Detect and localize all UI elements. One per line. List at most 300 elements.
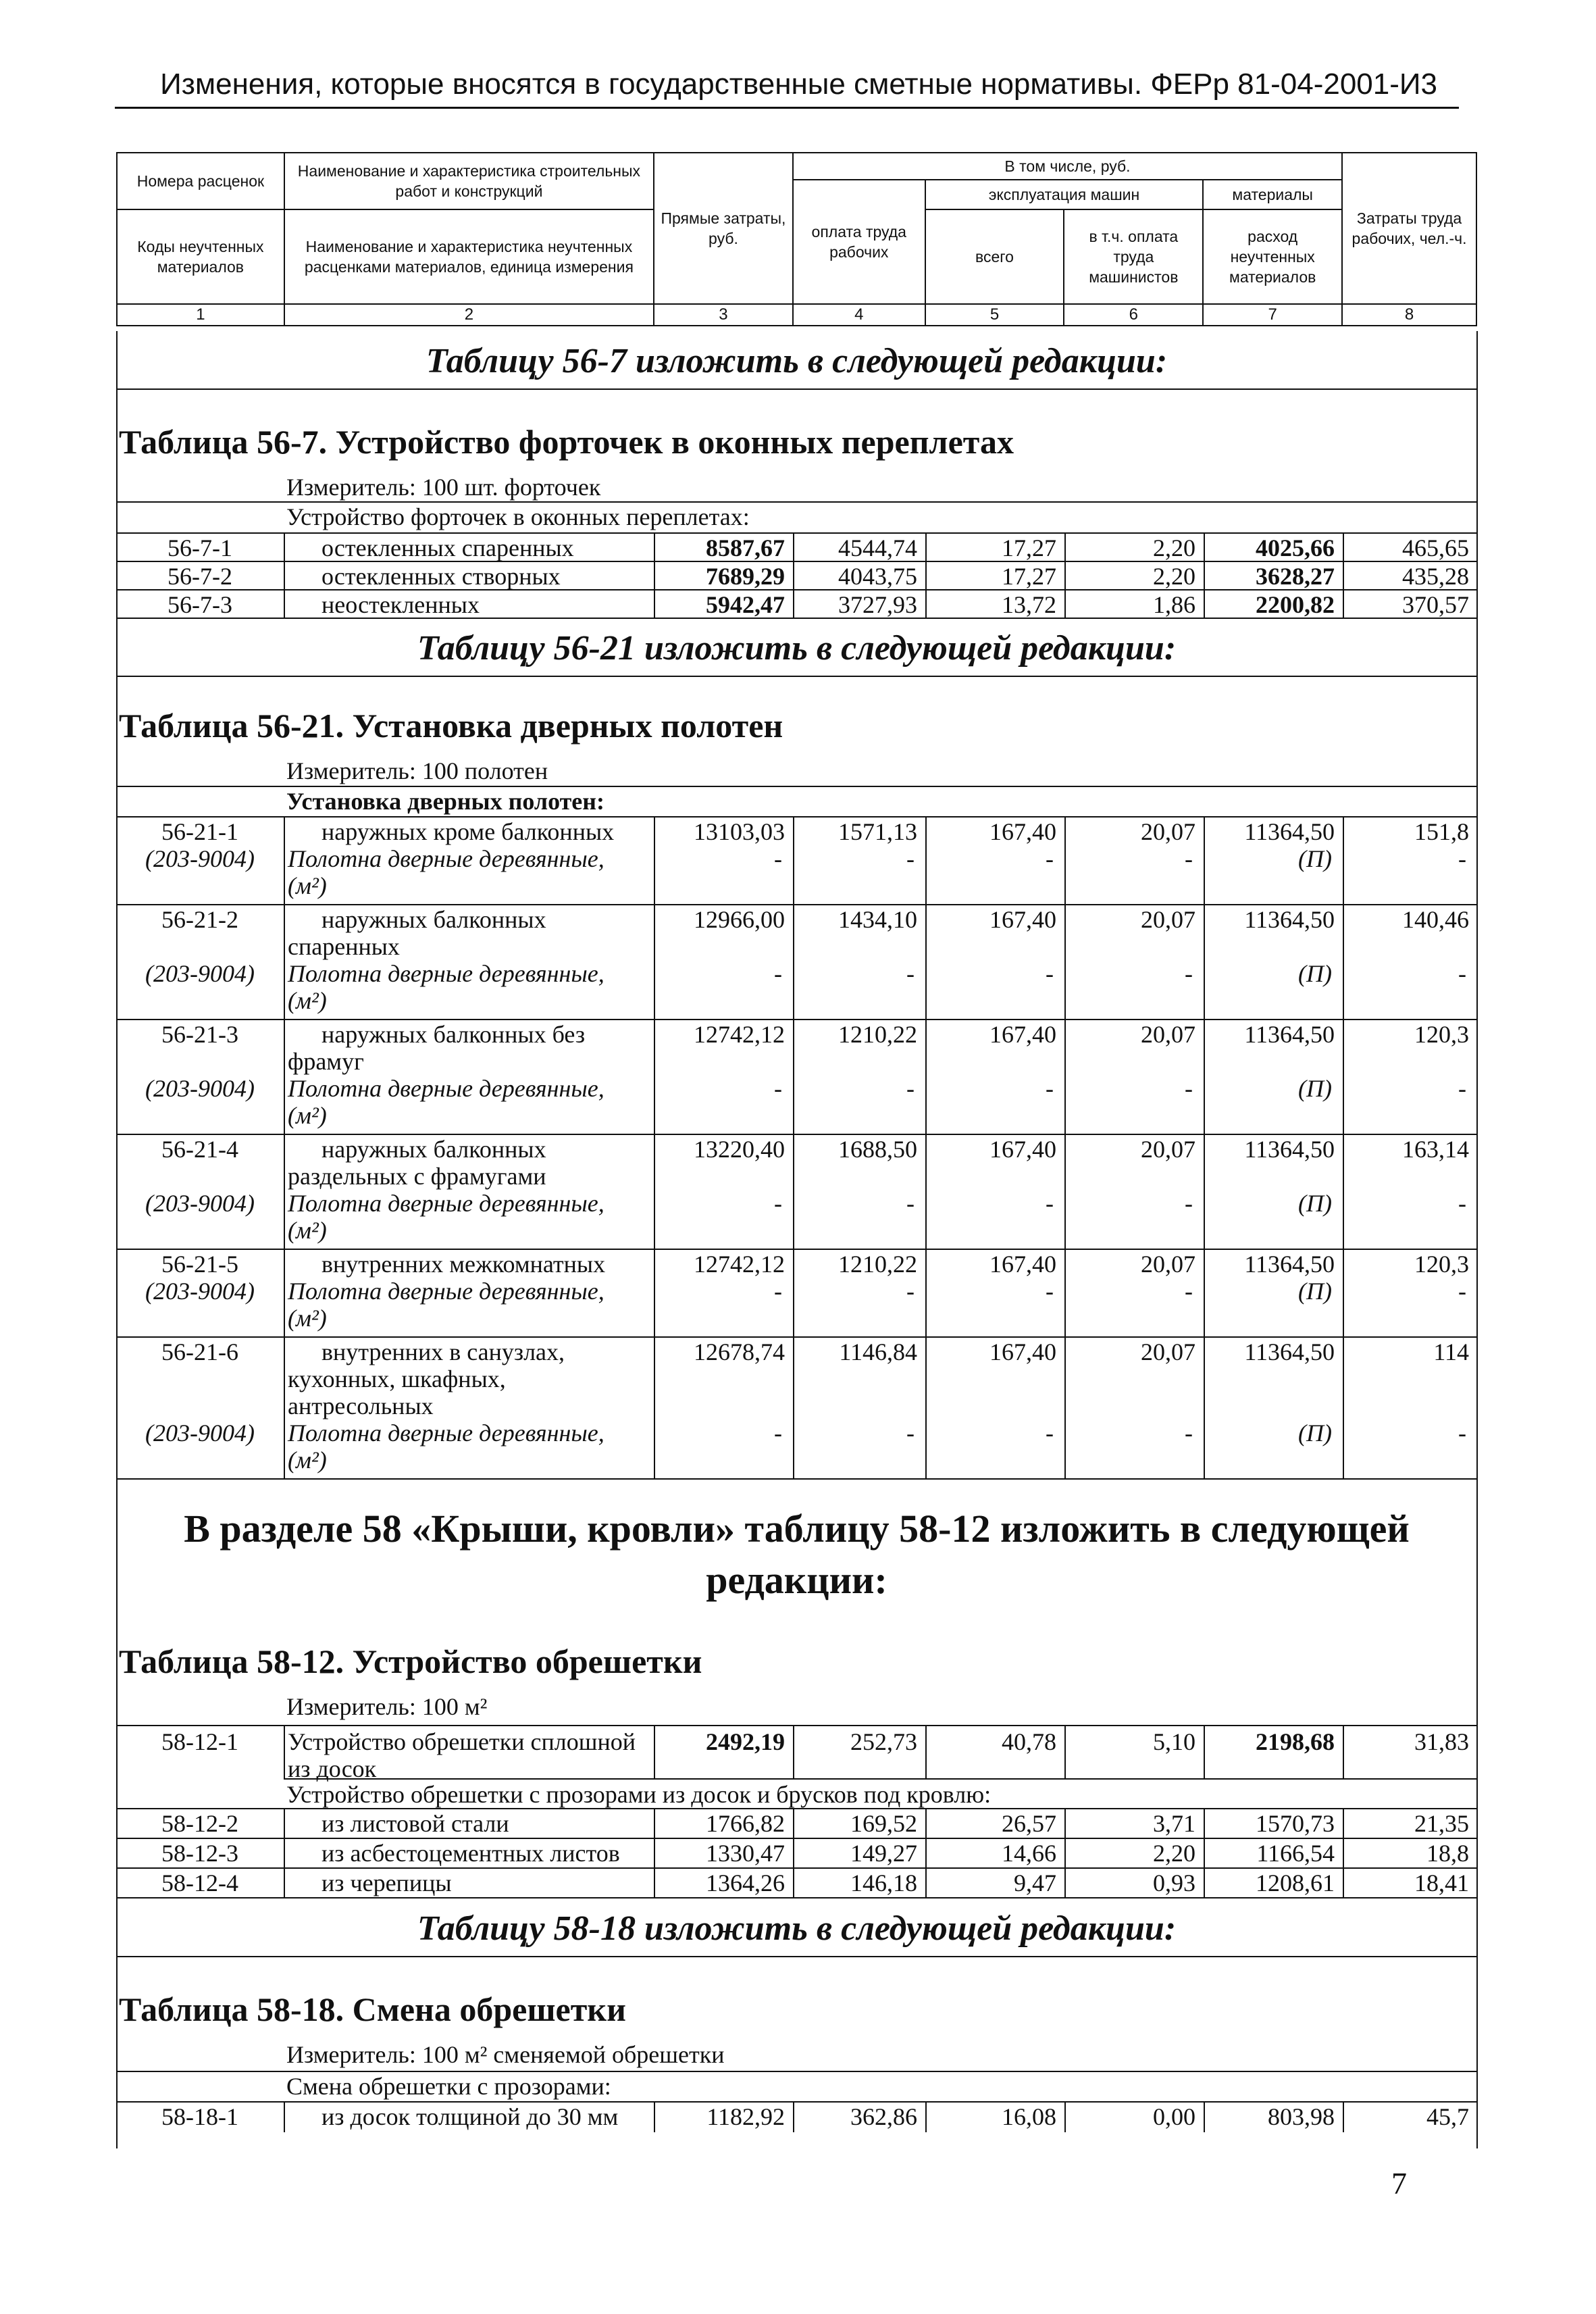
cell-c4: 146,18 (850, 1869, 917, 1896)
column-rule (1343, 1867, 1344, 1897)
cell-c3: 12742,12 (694, 1251, 785, 1278)
column-rule (1064, 561, 1066, 589)
cell-name: Полотна дверные деревянные, (288, 1278, 604, 1305)
cell-c8: 370,57 (1402, 591, 1469, 618)
cell-c8: 31,83 (1414, 1728, 1469, 1755)
cell-code: (203-9004) (145, 1419, 255, 1447)
cell-c7: 11364,50 (1244, 906, 1335, 933)
cell-c3: 7689,29 (706, 563, 785, 590)
column-rule (793, 816, 794, 904)
divider (116, 676, 1477, 677)
cell-code: (203-9004) (145, 960, 255, 987)
cell-dash: - (906, 1278, 915, 1305)
cell-name: из листовой стали (321, 1810, 509, 1837)
column-rule (1204, 1808, 1205, 1838)
cell-dash: - (774, 960, 782, 987)
title-56-21: Таблица 56-21. Установка дверных полотен (119, 707, 783, 745)
cell-c6: 2,20 (1153, 534, 1195, 561)
column-rule (284, 2101, 285, 2132)
column-rule (1064, 1726, 1066, 1778)
group-56-7: Устройство форточек в оконных переплетах: (286, 503, 750, 530)
header-num-5: 5 (925, 304, 1064, 326)
column-rule (1343, 1019, 1344, 1134)
cell-code: 56-7-2 (168, 563, 232, 590)
group-56-21: Установка дверных полотен: (286, 788, 605, 815)
cell-c8: 163,14 (1402, 1136, 1469, 1163)
cell-name: неостекленных (321, 591, 480, 618)
cell-c4: 252,73 (850, 1728, 917, 1755)
cell-c5: 167,40 (989, 906, 1056, 933)
column-rule (925, 1249, 927, 1336)
column-rule (1064, 816, 1066, 904)
column-rule (925, 1134, 927, 1249)
cell-name: наружных балконных без (321, 1021, 586, 1048)
cell-dash: - (906, 1190, 915, 1217)
cell-name: внутренних межкомнатных (321, 1251, 606, 1278)
column-rule (1204, 1336, 1205, 1478)
cell-dash: - (1458, 1278, 1466, 1305)
cell-c3: 1364,26 (706, 1869, 785, 1896)
cell-code: (203-9004) (145, 1190, 255, 1217)
cell-c4: 1146,84 (839, 1338, 917, 1365)
cell-name: (м²) (288, 987, 327, 1014)
cell-c7: 4025,66 (1256, 534, 1335, 561)
cell-dash: - (906, 845, 915, 872)
cell-c5: 9,47 (1014, 1869, 1056, 1896)
column-rule (1204, 589, 1205, 618)
cell-code: 58-18-1 (161, 2103, 238, 2130)
cell-dash: - (1185, 960, 1193, 987)
measure-58-18: Измеритель: 100 м² сменяемой обрешетки (286, 2041, 725, 2068)
column-rule (793, 1336, 794, 1478)
cell-name: Устройство обрешетки сплошной (288, 1728, 636, 1755)
title-58-18: Таблица 58-18. Смена обрешетки (119, 1990, 626, 2028)
header-col1-bottom: Коды неучтенных материалов (117, 209, 284, 304)
row-rule (116, 1897, 1477, 1898)
column-rule (1204, 1867, 1205, 1897)
cell-name: Полотна дверные деревянные, (288, 845, 604, 872)
column-rule (793, 1019, 794, 1134)
measure-56-7: Измеритель: 100 шт. форточек (286, 474, 601, 501)
cell-c3: 13103,03 (694, 818, 785, 845)
divider (116, 388, 1477, 390)
column-rule (925, 589, 927, 618)
cell-code: 56-21-2 (161, 906, 238, 933)
cell-dash: - (1185, 1190, 1193, 1217)
running-header-text: Изменения, которые вносятся в государственные сметные нормативы. ФЕРр 81-04-2001-И3 (160, 68, 1437, 101)
cell-dash: - (1046, 1190, 1054, 1217)
cell-c7: 11364,50 (1244, 1021, 1335, 1048)
column-rule (1064, 1336, 1066, 1478)
group-58-18: Смена обрешетки с прозорами: (286, 2073, 611, 2100)
cell-c7: 1208,61 (1256, 1869, 1335, 1896)
cell-code: 56-21-6 (161, 1338, 238, 1365)
column-rule (654, 561, 655, 589)
column-rule (925, 532, 927, 561)
cell-c8: 151,8 (1414, 818, 1469, 845)
cell-dash: - (1185, 1278, 1193, 1305)
cell-c6: 2,20 (1153, 1840, 1195, 1867)
cell-c5: 40,78 (1002, 1728, 1056, 1755)
cell-dash: - (906, 1419, 915, 1447)
column-rule (925, 1867, 927, 1897)
cell-c8: 45,7 (1426, 2103, 1469, 2130)
cell-unit-mark: (П) (1298, 1278, 1332, 1305)
row-rule (116, 618, 1477, 619)
cell-name: кухонных, шкафных, (288, 1365, 506, 1392)
cell-c6: 3,71 (1153, 1810, 1195, 1837)
header-col4: оплата труда рабочих (793, 180, 925, 304)
column-rule (925, 1838, 927, 1867)
header-num-1: 1 (117, 304, 284, 326)
cell-dash: - (1458, 1190, 1466, 1217)
cell-name: спаренных (288, 933, 400, 960)
column-rule (925, 2101, 927, 2132)
cell-dash: - (1185, 1419, 1193, 1447)
column-rule (1343, 816, 1344, 904)
cell-c7: 1570,73 (1256, 1810, 1335, 1837)
column-rule (1343, 532, 1344, 561)
column-rule (654, 532, 655, 561)
column-rule (1204, 904, 1205, 1019)
cell-name: (м²) (288, 1447, 327, 1474)
cell-unit-mark: (П) (1298, 960, 1332, 987)
column-rule (654, 1808, 655, 1838)
cell-c3: 1330,47 (706, 1840, 785, 1867)
cell-c3: 12742,12 (694, 1021, 785, 1048)
note-section-58-line1: В разделе 58 «Крыши, кровли» таблицу 58-12 изложить в следующей (184, 1507, 1410, 1551)
cell-dash: - (1046, 1075, 1054, 1102)
cell-code: 56-7-3 (168, 591, 232, 618)
column-rule (1204, 1134, 1205, 1249)
cell-dash: - (906, 960, 915, 987)
header-rule (115, 107, 1459, 109)
cell-dash: - (1185, 845, 1193, 872)
cell-c5: 26,57 (1002, 1810, 1056, 1837)
cell-code: 56-21-1 (161, 818, 238, 845)
column-rule (1064, 1249, 1066, 1336)
cell-c3: 1182,92 (706, 2103, 785, 2130)
cell-c5: 13,72 (1002, 591, 1056, 618)
column-rule (654, 904, 655, 1019)
column-rule (284, 1867, 285, 1897)
column-rule (1204, 816, 1205, 904)
column-rule (793, 2101, 794, 2132)
cell-code: 58-12-4 (161, 1869, 238, 1896)
header-group: В том числе, руб. (793, 153, 1342, 180)
cell-dash: - (774, 1075, 782, 1102)
cell-name: из черепицы (321, 1869, 452, 1896)
cell-dash: - (774, 845, 782, 872)
cell-name: Полотна дверные деревянные, (288, 960, 604, 987)
cell-c6: 1,86 (1153, 591, 1195, 618)
cell-c5: 17,27 (1002, 563, 1056, 590)
cell-name: наружных кроме балконных (321, 818, 615, 845)
cell-c3: 12678,74 (694, 1338, 785, 1365)
column-rule (654, 1867, 655, 1897)
header-col7: расход неучтенных материалов (1203, 209, 1342, 304)
header-num-2: 2 (284, 304, 654, 326)
cell-c4: 149,27 (850, 1840, 917, 1867)
page-number: 7 (1391, 2166, 1407, 2200)
column-rule (284, 1838, 285, 1867)
column-rule (1343, 1249, 1344, 1336)
column-rule (654, 589, 655, 618)
cell-c7: 1166,54 (1256, 1840, 1335, 1867)
cell-code: 58-12-2 (161, 1810, 238, 1837)
cell-c4: 3727,93 (838, 591, 917, 618)
column-rule (1064, 1838, 1066, 1867)
cell-c8: 18,41 (1414, 1869, 1469, 1896)
title-56-7: Таблица 56-7. Устройство форточек в оконных переплетах (119, 423, 1014, 461)
column-rule (284, 1336, 285, 1478)
cell-code: 56-7-1 (168, 534, 232, 561)
column-rule (793, 904, 794, 1019)
cell-c3: 1766,82 (706, 1810, 785, 1837)
cell-dash: - (1046, 1419, 1054, 1447)
cell-c7: 11364,50 (1244, 1136, 1335, 1163)
column-rule (793, 1838, 794, 1867)
column-rule (1343, 1336, 1344, 1478)
cell-dash: - (1046, 1278, 1054, 1305)
column-rule (793, 1808, 794, 1838)
column-rule (654, 1019, 655, 1134)
cell-name: (м²) (288, 1102, 327, 1129)
column-rule (1204, 1726, 1205, 1778)
cell-name: остекленных створных (321, 563, 561, 590)
column-rule (793, 561, 794, 589)
measure-56-21: Измеритель: 100 полотен (286, 757, 548, 784)
column-rule (793, 532, 794, 561)
cell-dash: - (774, 1419, 782, 1447)
column-rule (284, 532, 285, 561)
column-rule (1204, 1249, 1205, 1336)
column-rule (925, 904, 927, 1019)
cell-c5: 167,40 (989, 1338, 1056, 1365)
column-rule (1343, 1726, 1344, 1778)
cell-name: Полотна дверные деревянные, (288, 1075, 604, 1102)
header-num-4: 4 (793, 304, 925, 326)
column-rule (1064, 532, 1066, 561)
column-rule (1064, 589, 1066, 618)
cell-c8: 120,3 (1414, 1021, 1469, 1048)
column-rule (1064, 1019, 1066, 1134)
cell-c4: 1434,10 (838, 906, 917, 933)
cell-c4: 169,52 (850, 1810, 917, 1837)
note-58-18: Таблицу 58-18 изложить в следующей редакции: (417, 1909, 1177, 1948)
cell-dash: - (1458, 1419, 1466, 1447)
divider (116, 1956, 1477, 1957)
cell-code: 56-21-4 (161, 1136, 238, 1163)
cell-c5: 167,40 (989, 1021, 1056, 1048)
cell-code: (203-9004) (145, 1075, 255, 1102)
column-rule (284, 1019, 285, 1134)
cell-c7: 2200,82 (1256, 591, 1335, 618)
running-header (115, 0, 1459, 111)
cell-c4: 1688,50 (838, 1136, 917, 1163)
header-num-7: 7 (1203, 304, 1342, 326)
cell-unit-mark: (П) (1298, 1075, 1332, 1102)
column-rule (1343, 904, 1344, 1019)
cell-c3: 8587,67 (706, 534, 785, 561)
cell-name: (м²) (288, 872, 327, 899)
cell-c8: 21,35 (1414, 1810, 1469, 1837)
column-rule (925, 1808, 927, 1838)
column-rule (284, 1134, 285, 1249)
cell-code: 56-21-5 (161, 1251, 238, 1278)
cell-c8: 435,28 (1402, 563, 1469, 590)
cell-name: из досок (288, 1755, 377, 1782)
cell-c6: 0,93 (1153, 1869, 1195, 1896)
cell-dash: - (1458, 1075, 1466, 1102)
cell-c4: 362,86 (850, 2103, 917, 2130)
column-rule (925, 816, 927, 904)
cell-dash: - (1458, 845, 1466, 872)
cell-name: Полотна дверные деревянные, (288, 1419, 604, 1447)
column-rule (284, 1249, 285, 1336)
column-rule (1204, 1019, 1205, 1134)
column-rule (284, 589, 285, 618)
column-rule (1343, 1838, 1344, 1867)
cell-c5: 167,40 (989, 1136, 1056, 1163)
cell-dash: - (1046, 845, 1054, 872)
header-col6: в т.ч. оплата труда машинистов (1064, 209, 1203, 304)
column-rule (1343, 1808, 1344, 1838)
header-machines: эксплуатация машин (925, 180, 1204, 209)
header-col1-top: Номера расценок (117, 153, 284, 209)
column-rule (925, 1726, 927, 1778)
cell-c6: 20,07 (1141, 1251, 1195, 1278)
cell-c6: 0,00 (1153, 2103, 1195, 2130)
cell-c3: 12966,00 (694, 906, 785, 933)
column-rule (1343, 589, 1344, 618)
cell-c6: 2,20 (1153, 563, 1195, 590)
cell-dash: - (774, 1190, 782, 1217)
cell-c8: 18,8 (1426, 1840, 1469, 1867)
cell-c7: 11364,50 (1244, 1251, 1335, 1278)
cell-c5: 16,08 (1002, 2103, 1056, 2130)
column-rule (1064, 904, 1066, 1019)
cell-c6: 20,07 (1141, 818, 1195, 845)
cell-c8: 114 (1433, 1338, 1469, 1365)
cell-dash: - (774, 1278, 782, 1305)
cell-code: (203-9004) (145, 845, 255, 872)
cell-c7: 803,98 (1268, 2103, 1335, 2130)
column-rule (1204, 1838, 1205, 1867)
header-col3: Прямые затраты, руб. (654, 153, 793, 304)
cell-c5: 17,27 (1002, 534, 1056, 561)
column-rule (1064, 1808, 1066, 1838)
row-rule (284, 1778, 1477, 1780)
cell-name: фрамуг (288, 1048, 364, 1075)
cell-unit-mark: (П) (1298, 845, 1332, 872)
column-rule (1204, 532, 1205, 561)
column-rule (1064, 2101, 1066, 2132)
cell-c5: 167,40 (989, 818, 1056, 845)
cell-c3: 2492,19 (706, 1728, 785, 1755)
header-col8: Затраты труда рабочих, чел.-ч. (1342, 153, 1476, 304)
cell-name: антресольных (288, 1392, 434, 1419)
cell-name: из досок толщиной до 30 мм (321, 2103, 619, 2130)
cell-unit-mark: (П) (1298, 1190, 1332, 1217)
column-rule (284, 561, 285, 589)
note-section-58 (116, 1503, 1477, 1606)
column-rule (1204, 2101, 1205, 2132)
cell-c4: 1210,22 (838, 1021, 917, 1048)
column-rule (793, 1867, 794, 1897)
column-rule (284, 904, 285, 1019)
cell-c4: 1210,22 (838, 1251, 917, 1278)
column-rule (284, 816, 285, 904)
column-rule (1343, 2101, 1344, 2132)
column-rule (793, 1726, 794, 1778)
row-rule (116, 1478, 1477, 1480)
divider (116, 1725, 1477, 1726)
cell-code: 58-12-1 (161, 1728, 238, 1755)
column-rule (654, 1134, 655, 1249)
column-rule (793, 589, 794, 618)
column-rule (1064, 1867, 1066, 1897)
column-rule (1204, 561, 1205, 589)
cell-c3: 13220,40 (694, 1136, 785, 1163)
title-58-12: Таблица 58-12. Устройство обрешетки (119, 1642, 702, 1680)
cell-name: наружных балконных (321, 906, 546, 933)
cell-name: Полотна дверные деревянные, (288, 1190, 604, 1217)
header-col2-bottom: Наименование и характеристика неучтенных расценками материалов, единица измерения (284, 209, 654, 304)
cell-c6: 20,07 (1141, 1338, 1195, 1365)
cell-c4: 4544,74 (838, 534, 917, 561)
column-rule (1343, 561, 1344, 589)
note-56-7: Таблицу 56-7 изложить в следующей редакции: (426, 342, 1168, 380)
note-section-58-line2: редакции: (706, 1558, 887, 1602)
cell-c7: 2198,68 (1256, 1728, 1335, 1755)
group-58-12: Устройство обрешетки с прозорами из досок и брусков под кровлю: (286, 1781, 992, 1808)
cell-c7: 11364,50 (1244, 1338, 1335, 1365)
column-rule (793, 1249, 794, 1336)
cell-c4: 4043,75 (838, 563, 917, 590)
header-num-8: 8 (1342, 304, 1476, 326)
column-rule (284, 1726, 285, 1778)
cell-c6: 20,07 (1141, 1136, 1195, 1163)
measure-58-12: Измеритель: 100 м² (286, 1693, 488, 1720)
cell-c8: 140,46 (1402, 906, 1469, 933)
cell-dash: - (1185, 1075, 1193, 1102)
column-rule (793, 1134, 794, 1249)
cell-code: (203-9004) (145, 1278, 255, 1305)
cell-c3: 5942,47 (706, 591, 785, 618)
column-rule (654, 2101, 655, 2132)
header-col2-top: Наименование и характеристика строительных работ и конструкций (284, 153, 654, 209)
cell-code: 58-12-3 (161, 1840, 238, 1867)
cell-c6: 20,07 (1141, 906, 1195, 933)
column-rule (925, 1336, 927, 1478)
column-rule (654, 1838, 655, 1867)
cell-name: остекленных спаренных (321, 534, 574, 561)
cell-c6: 20,07 (1141, 1021, 1195, 1048)
column-rule (654, 1249, 655, 1336)
cell-c6: 5,10 (1153, 1728, 1195, 1755)
cell-name: (м²) (288, 1217, 327, 1244)
cell-dash: - (1458, 960, 1466, 987)
header-num-3: 3 (654, 304, 793, 326)
header-materials: материалы (1203, 180, 1342, 209)
column-rule (925, 1019, 927, 1134)
cell-name: (м²) (288, 1305, 327, 1332)
column-rule (654, 1726, 655, 1778)
column-rule (654, 1336, 655, 1478)
cell-name: внутренних в санузлах, (321, 1338, 565, 1365)
header-col5: всего (925, 209, 1064, 304)
